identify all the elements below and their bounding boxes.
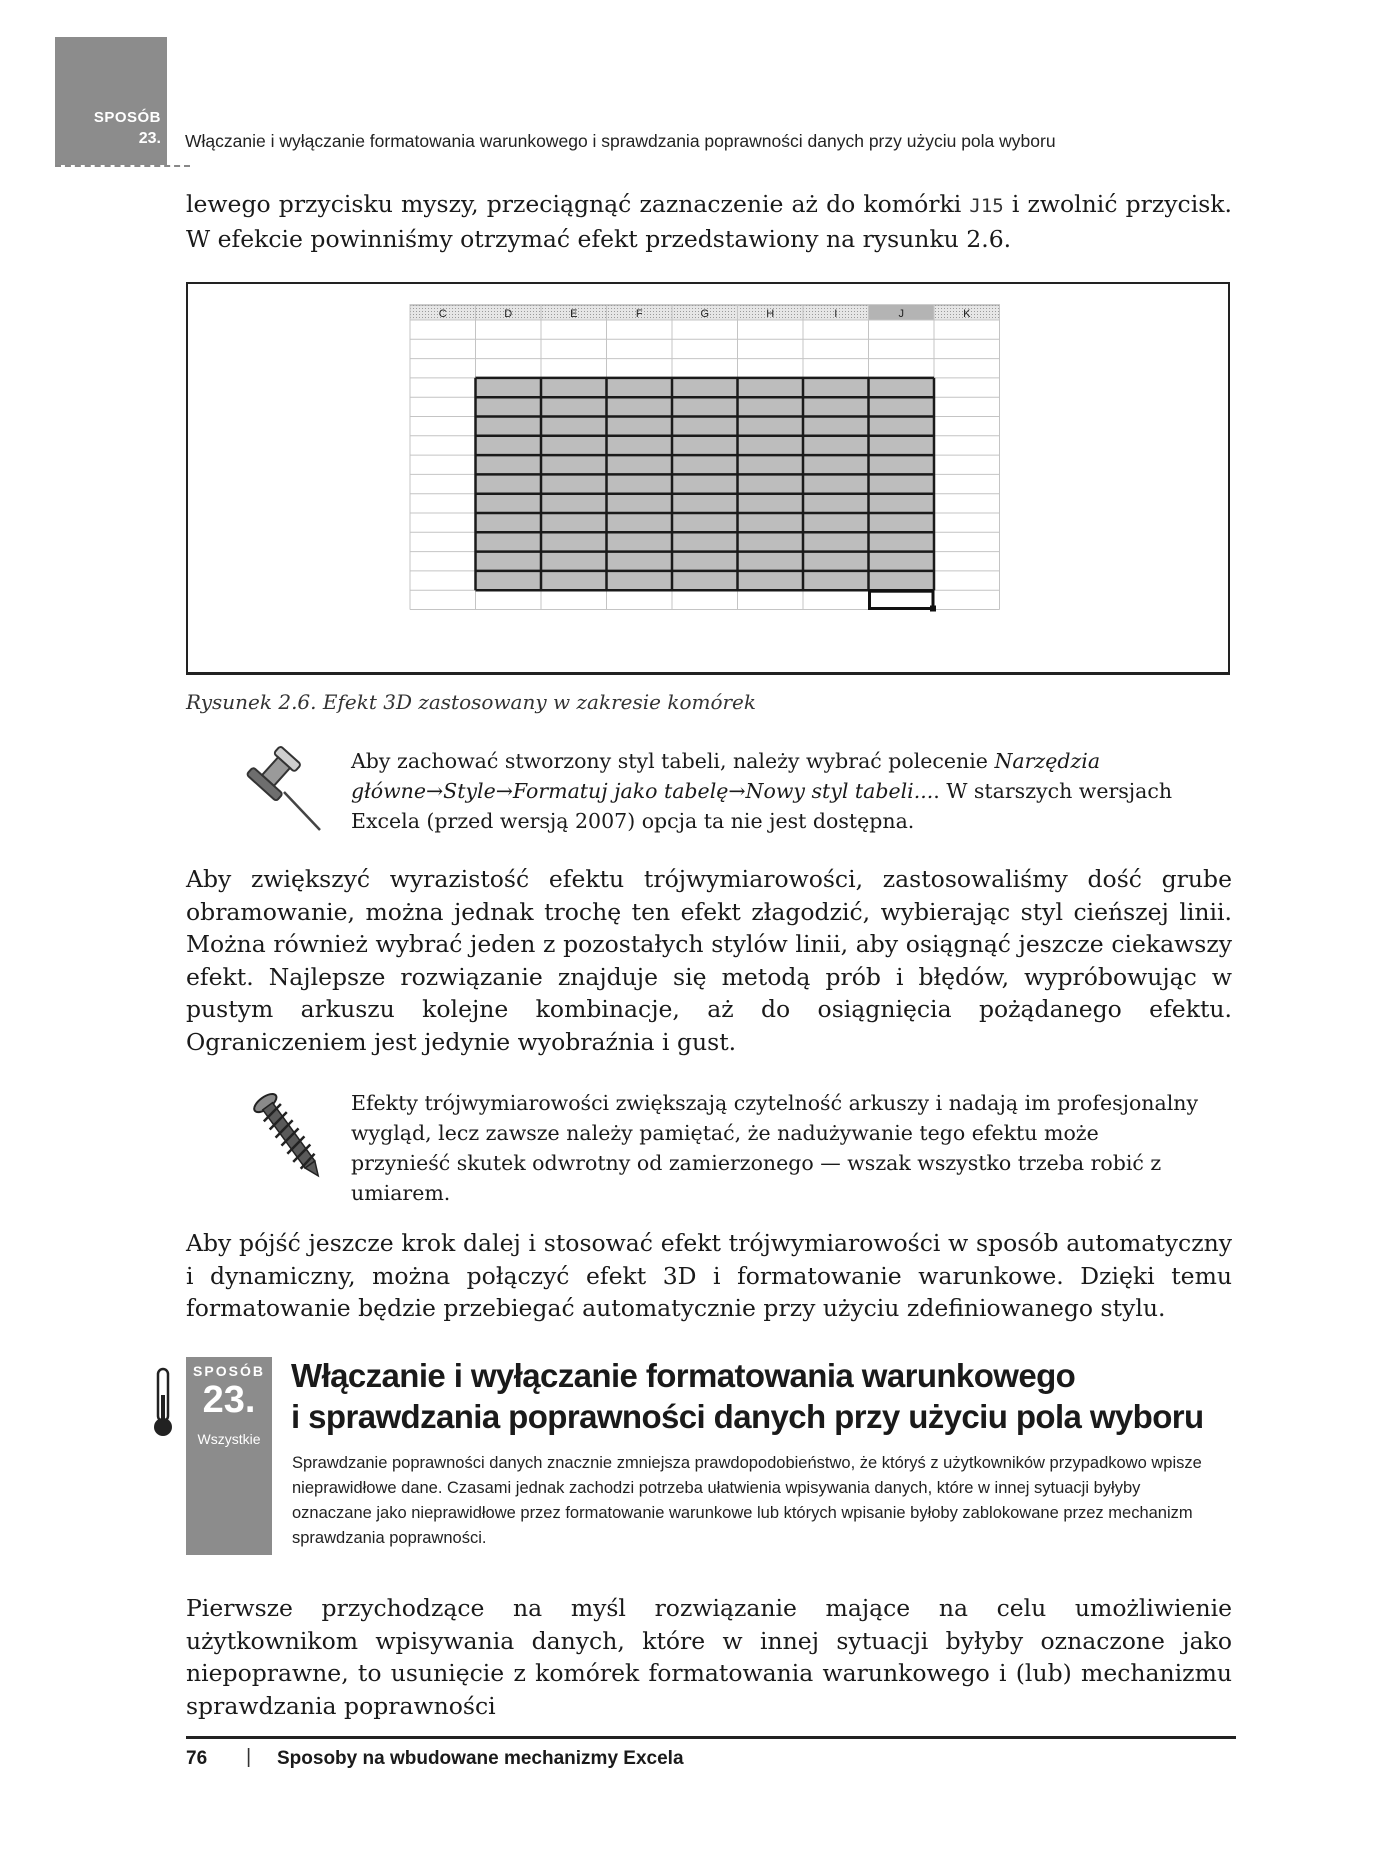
column-header-label: C (438, 308, 447, 320)
paragraph-3d-effect: Aby zwiększyć wyrazistość efektu trójwymiarowości, zastosowaliśmy dość grube obramowanie, można jednak trochę ten efekt złagodzić, wybierając styl cieńszej linii. Można również wybrać jeden z pozostałych stylów linii, aby osiągnąć jeszcze ciekawszy efekt. Najlepsze rozwiązanie znajduje się metodą prób i błędów, wypróbowując w pustym arkuszu kolejne kombinacje, aż do osiągnięcia pożądanego efektu. Ograniczeniem jest jedynie wyobraźnia i gust. (186, 865, 1232, 1056)
difficulty-level: Wszystkie (197, 1431, 261, 1447)
section-lead: Sprawdzanie poprawności danych znacznie zmniejsza prawdopodobieństwo, że któryś z użytkowników przypadkowo wpisze nieprawidłowe dane. Czasami jednak zachodzi potrzeba ułatwienia wpisywania danych, które w innej sytuacji byłyby oznaczane jako nieprawidłowe przez formatowanie warunkowe lub których wpisanie byłoby zablokowane przez mechanizm sprawdzania poprawności. (292, 1454, 1202, 1547)
paragraph-text: i zwolnić przycisk. W efekcie powinniśmy otrzymać efekt przedstawiony na rysunku 2.6. (186, 190, 1232, 253)
column-header-label: D (504, 308, 513, 320)
spreadsheet-screenshot (188, 284, 1228, 670)
column-header-label: H (766, 308, 775, 320)
tip-note (351, 746, 1201, 836)
section-title-line: Włączanie i wyłączanie formatowania warunkowego (291, 1357, 1076, 1394)
tip-text: . W starszych wersjach Excela (przed wersją 2007) opcja ta nie jest dostępna. (351, 779, 1173, 833)
section-title (291, 1355, 1204, 1437)
paragraph-solution: Pierwsze przychodzące na myśl rozwiązanie mające na celu umożliwienie użytkownikom wpisywania danych, które w innej sytuacji byłyby oznaczone jako niepoprawne, to usunięcie z komórek formatowania warunkowego i (lub) mechanizmu sprawdzania poprawności (186, 1594, 1232, 1720)
warning-note: Efekty trójwymiarowości zwiększają czytelność arkuszy i nadają im profesjonalny wygląd, lecz zawsze należy pamiętać, że nadużywanie tego efektu może przynieść skutek odwrotny od zamierzonego — wszak wszystko trzeba robić z umiarem. (351, 1091, 1199, 1205)
paragraph-automation: Aby pójść jeszcze krok dalej i stosować efekt trójwymiarowości w sposób automatyczny i dynamiczny, można połączyć efekt 3D i formatowanie warunkowe. Dzięki temu formatowanie będzie przebiegać automatycznie przy użyciu zdefiniowanego stylu. (186, 1229, 1232, 1322)
figure-frame (186, 282, 1230, 675)
column-header-label: J (898, 308, 904, 320)
section-tab-label: SPOSÓB (193, 1363, 265, 1379)
active-cell (870, 591, 934, 608)
pushpin-icon (236, 740, 326, 835)
chapter-tab-label: SPOSÓB (93, 109, 161, 126)
section-tab (186, 1357, 272, 1555)
footer-rule (186, 1736, 1236, 1739)
paragraph-text: lewego przycisku myszy, przeciągnąć zaznaczenie aż do komórki (186, 190, 970, 218)
column-header-label: F (635, 308, 643, 320)
footer-separator: | (246, 1746, 252, 1768)
running-title: Włączanie i wyłączanie formatowania warunkowego i sprawdzania poprawności danych przy użyciu pola wyboru (185, 131, 1056, 151)
column-header-label: K (963, 308, 971, 320)
section-title-line: i sprawdzania poprawności danych przy użyciu pola wyboru (291, 1398, 1204, 1435)
fill-handle (930, 606, 936, 612)
book-title: Sposoby na wbudowane mechanizmy Excela (277, 1748, 684, 1769)
paragraph-intro (186, 188, 1232, 255)
cell-reference: J15 (969, 195, 1004, 217)
chapter-tab-number: 23. (138, 130, 161, 147)
menu-path: Narzędzia główne→Style→Formatuj jako tabelę→Nowy styl tabeli... (351, 749, 1101, 803)
header-divider (55, 165, 190, 167)
figure-caption: Rysunek 2.6. Efekt 3D zastosowany w zakresie komórek (186, 690, 757, 714)
page-number: 76 (186, 1748, 208, 1769)
shaded-range (476, 378, 935, 590)
thermometer-icon (150, 1367, 176, 1439)
column-header-label: I (834, 308, 838, 320)
section-number: 23. (202, 1379, 256, 1421)
screw-icon (250, 1085, 330, 1190)
spreadsheet-grid (410, 305, 1000, 612)
chapter-tab (55, 37, 167, 165)
column-header-label: E (570, 308, 578, 320)
column-header-label: G (700, 308, 710, 320)
tip-text: Aby zachować stworzony styl tabeli, należy wybrać polecenie (351, 749, 995, 773)
